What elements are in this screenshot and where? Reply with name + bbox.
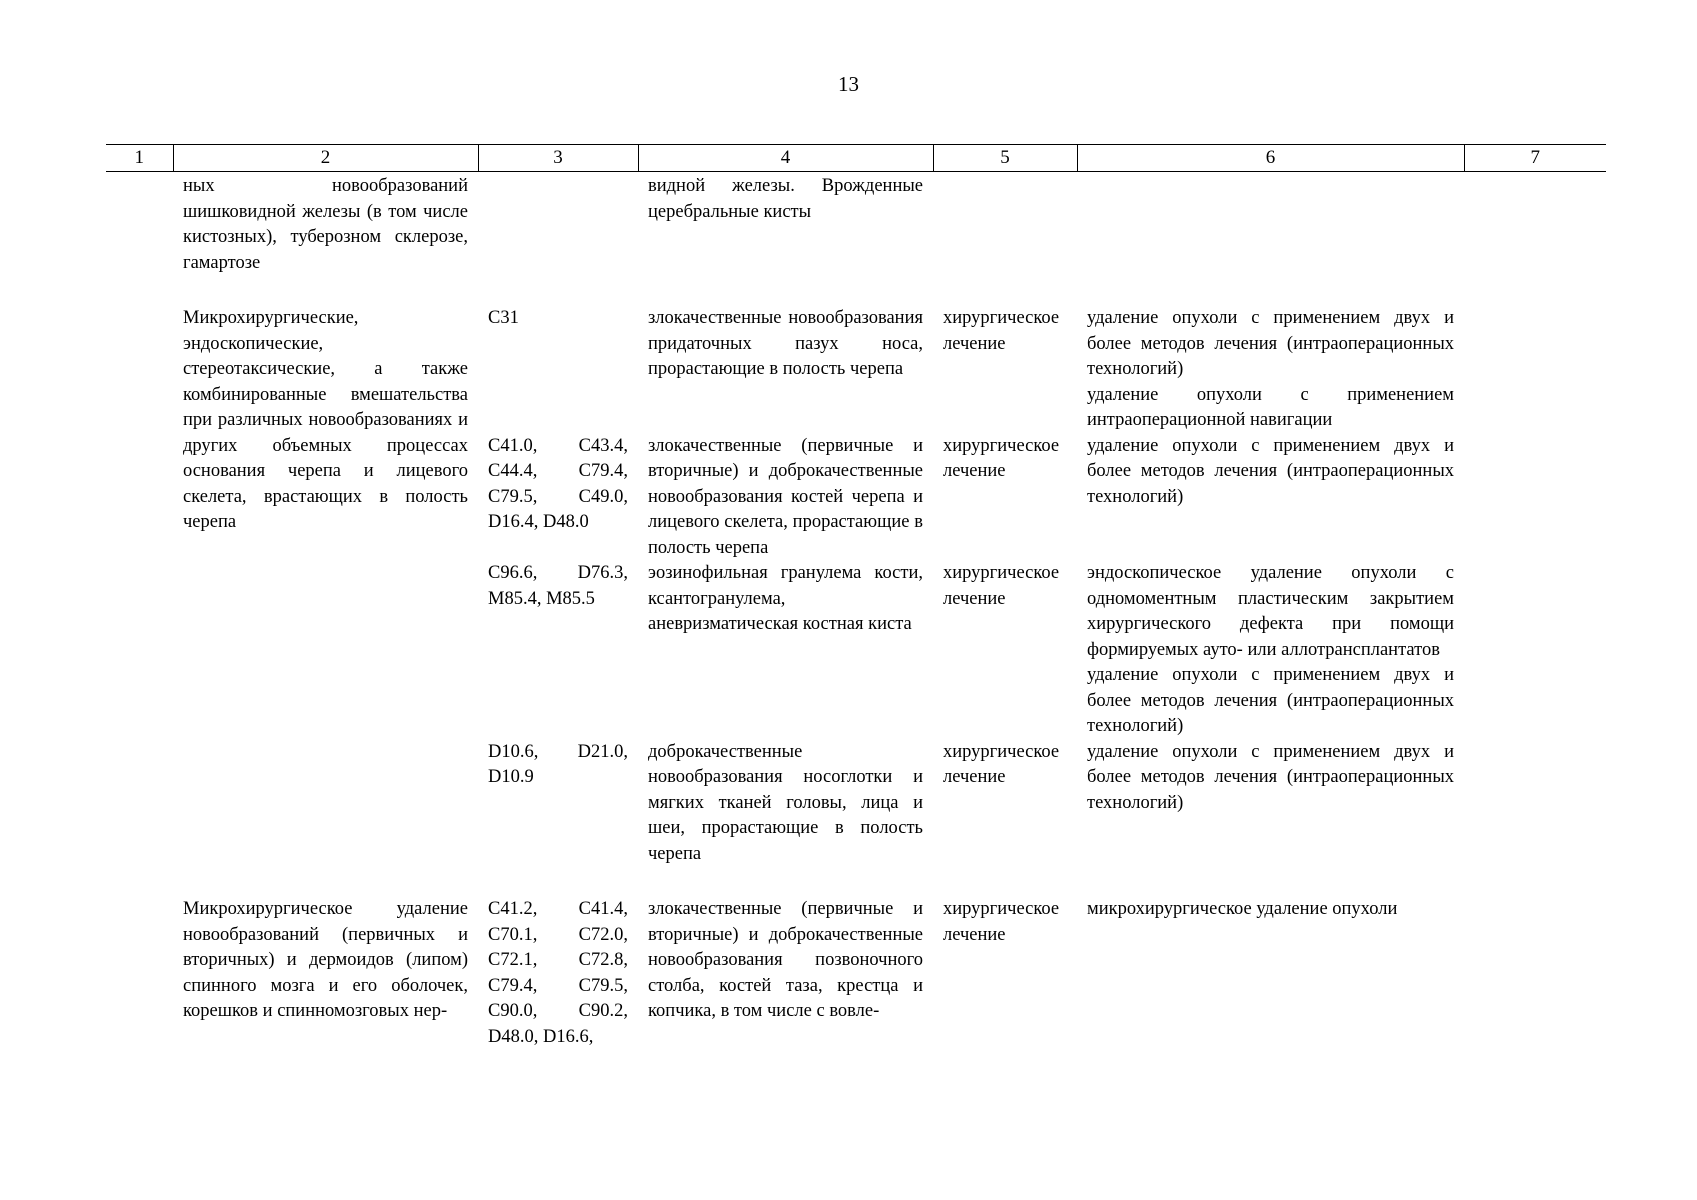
cell-icd-codes: C96.6, D76.3, M85.4, M85.5 (488, 563, 628, 609)
cell-diagnosis: злокачественные новообразования придаточных пазух носа, прорастающие в полость черепа (648, 308, 923, 379)
cell-norm (1464, 867, 1606, 1050)
cell-treatment-method: эндоскопическое удаление опухоли с одномоментным пластическим закрытием хирургического дефекта при помощи формируемых ауто- или аллотрансплантатов удаление опухоли с применением двух и более методов лечения (интраоперационных технологий) (1087, 563, 1454, 736)
cell-number (106, 276, 173, 434)
cell-icd-codes: C41.2, C41.4, C70.1, C72.0, C72.1, C72.8, C79.4, C79.5, C90.0, C90.2, D48.0, D16.6, (488, 899, 628, 1047)
cell-icd-codes: C41.0, C43.4, C44.4, C79.4, C79.5, C49.0, D16.4, D48.0 (488, 435, 628, 532)
cell-diagnosis: эозинофильная гранулема кости, ксантогранулема, аневризматическая костная киста (648, 563, 923, 634)
cell-treatment-method: удаление опухоли с применением двух и более методов лечения (интраоперационных технологий) удаление опухоли с применением интраоперационной навигации (1087, 308, 1454, 430)
column-header-5: 5 (933, 145, 1077, 172)
cell-number (106, 434, 173, 562)
cell-treatment-type: хирургическое лечение (943, 308, 1060, 354)
cell-diagnosis: видной железы. Врожденные церебральные кисты (648, 176, 923, 222)
cell-icd-codes: C31 (488, 308, 519, 328)
cell-number (106, 172, 173, 277)
cell-icd-codes: D10.6, D21.0, D10.9 (488, 741, 628, 787)
table-row (106, 276, 1606, 434)
cell-treatment-method: удаление опухоли с применением двух и более методов лечения (интраоперационных технологий) (1087, 741, 1454, 813)
cell-treatment-method (1077, 172, 1464, 277)
cell-norm (1464, 434, 1606, 562)
cell-intervention-type: Микрохирургические, эндоскопические, стереотаксические, а также комбинированные вмешательства при различных новообразованиях и других объемных процессах основания черепа и лицевого скелета, врастающих в полость черепа (183, 308, 468, 532)
cell-icd-codes (478, 172, 638, 277)
cell-number (106, 740, 173, 868)
page-number: 13 (838, 72, 859, 96)
cell-norm (1464, 172, 1606, 277)
cell-treatment-type: хирургическое лечение (943, 899, 1060, 945)
cell-intervention-type: ных новообразований шишковидной железы (в том числе кистозных), туберозном склерозе, гамартозе (183, 176, 468, 273)
cell-number (106, 867, 173, 1050)
table-row (106, 867, 1606, 1050)
column-header-2: 2 (173, 145, 478, 172)
cell-treatment-type (933, 172, 1077, 277)
column-header-4: 4 (638, 145, 933, 172)
column-header-6: 6 (1077, 145, 1464, 172)
column-header-3: 3 (478, 145, 638, 172)
cell-treatment-method: удаление опухоли с применением двух и более методов лечения (интраоперационных технологий) (1087, 435, 1454, 507)
column-header-7: 7 (1464, 145, 1606, 172)
cell-treatment-type: хирургическое лечение (943, 741, 1060, 787)
cell-norm (1464, 740, 1606, 868)
column-header-1: 1 (106, 145, 173, 172)
cell-diagnosis: злокачественные (первичные и вторичные) и доброкачественные новообразования костей черепа и лицевого скелета, прорастающие в полость черепа (648, 435, 923, 558)
cell-intervention-type: Микрохирургическое удаление новообразований (первичных и вторичных) и дермоидов (липом) спинного мозга и его оболочек, корешков и спинномозговых нер- (183, 899, 468, 1021)
cell-treatment-method: микрохирургическое удаление опухоли (1087, 899, 1398, 919)
column-number-header (106, 145, 1606, 172)
cell-diagnosis: доброкачественные новообразования носоглотки и мягких тканей головы, лица и шеи, прорастающие в полость черепа (648, 741, 923, 864)
cell-number (106, 561, 173, 740)
cell-treatment-type: хирургическое лечение (943, 563, 1060, 609)
medical-procedures-table (106, 144, 1606, 1050)
cell-norm (1464, 561, 1606, 740)
table-row (106, 172, 1606, 277)
cell-norm (1464, 276, 1606, 434)
cell-treatment-type: хирургическое лечение (943, 435, 1060, 481)
cell-diagnosis: злокачественные (первичные и вторичные) и доброкачественные новообразования позвоночного столба, костей таза, крестца и копчика, в том числе с вовле- (648, 899, 923, 1021)
